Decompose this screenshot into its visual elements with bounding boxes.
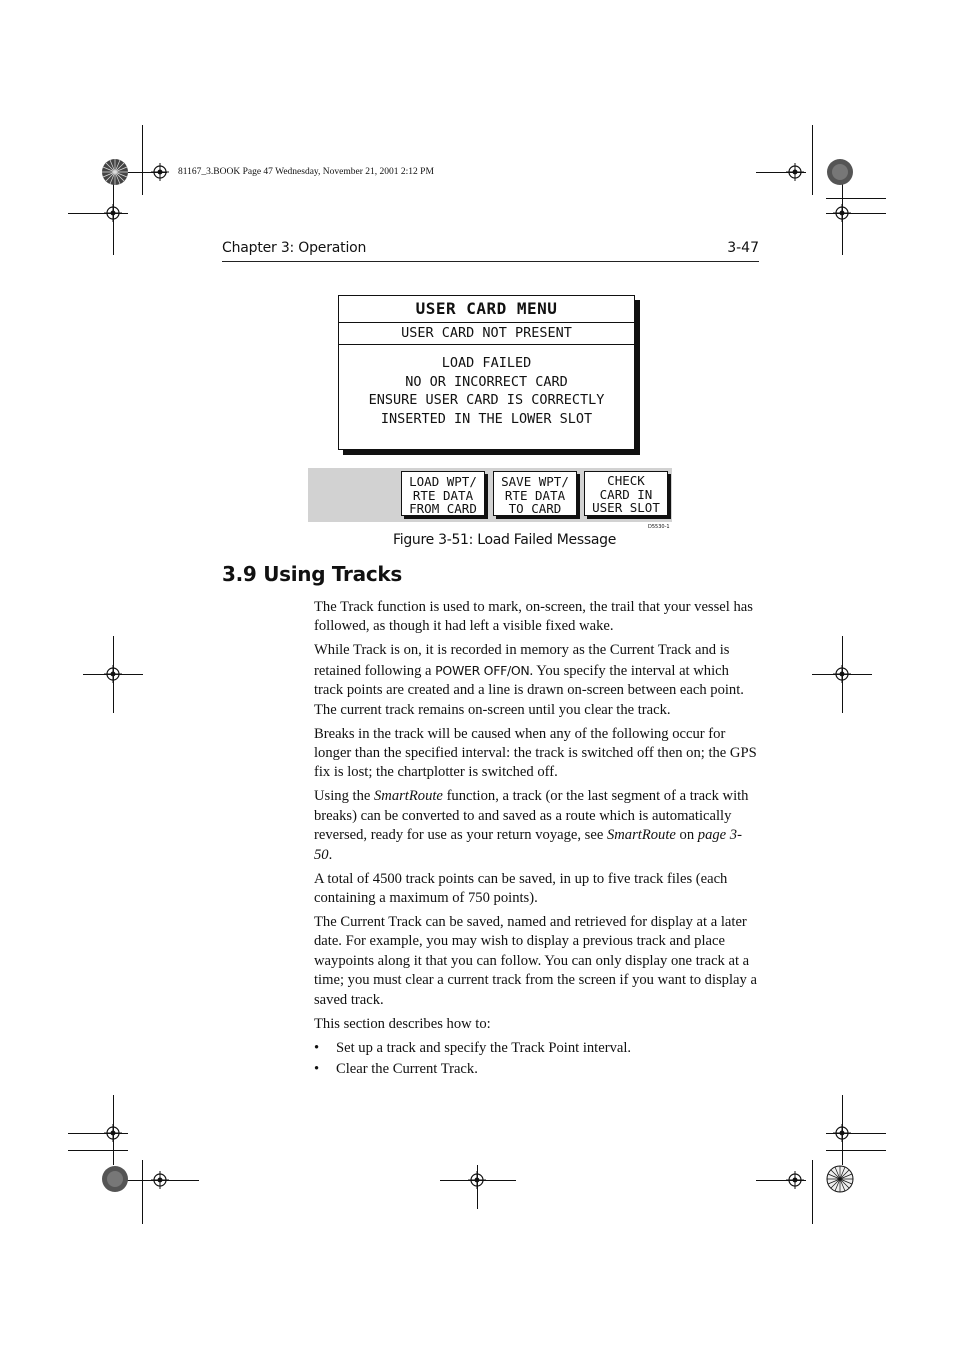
body-text xyxy=(314,598,759,1082)
cross-reference-link[interactable]: SmartRoute xyxy=(606,827,676,844)
figure-code: D5530-1 xyxy=(648,524,670,530)
message-line: INSERTED IN THE LOWER SLOT xyxy=(380,410,593,427)
softkey-strip xyxy=(308,468,672,522)
softkey-load-wpt-rte[interactable]: LOAD WPT/ RTE DATA FROM CARD xyxy=(401,471,485,516)
registration-target-icon xyxy=(104,665,122,683)
registration-target-icon xyxy=(104,204,122,222)
registration-target-icon xyxy=(833,204,851,222)
page-reference-link[interactable]: page 3-50 xyxy=(314,827,742,863)
message-line: ENSURE USER CARD IS CORRECTLY xyxy=(368,392,605,408)
figure-caption: Figure 3-51: Load Failed Message xyxy=(393,532,617,548)
paragraph: Breaks in the track will be caused when any of the following occur for longer than the specified interval: the track is switched off then on; the GPS fix is lost; the chartplotter is switched off. xyxy=(314,725,757,781)
softkey-save-wpt-rte[interactable]: SAVE WPT/ RTE DATA TO CARD xyxy=(493,471,577,516)
bullet-list xyxy=(314,1039,759,1080)
message-line: NO OR INCORRECT CARD xyxy=(405,373,568,390)
registration-target-icon xyxy=(151,1171,169,1189)
bullet: • xyxy=(314,1039,320,1056)
running-header-chapter: Chapter 3: Operation xyxy=(222,240,367,256)
registration-target-icon xyxy=(104,1124,122,1142)
page-number: 3-47 xyxy=(727,240,759,256)
registration-target-icon xyxy=(833,1124,851,1142)
bullet: • xyxy=(314,1061,320,1078)
message-line: LOAD FAILED xyxy=(441,355,532,371)
registration-target-icon xyxy=(468,1171,486,1189)
menu-message xyxy=(339,354,634,428)
paragraph: The Track function is used to mark, on-screen, the trail that your vessel has followed, as though it had left a visible fixed wake. xyxy=(314,599,753,635)
user-card-menu-screen xyxy=(338,295,635,450)
color-register-disc-icon xyxy=(826,158,854,186)
registration-target-icon xyxy=(786,1171,804,1189)
paragraph: The Current Track can be saved, named and retrieved for display at a later date. For example, you may wish to display a previous track and place waypoints along it that you can follow. You can only display one track at a time; you must clear a current track from the screen if you want to display a saved track. xyxy=(314,914,757,1008)
key-name: POWER OFF/ON xyxy=(435,662,530,678)
section-title: 3.9 Using Tracks xyxy=(222,562,402,586)
menu-status: USER CARD NOT PRESENT xyxy=(339,322,634,345)
print-slug: 81167_3.BOOK Page 47 Wednesday, November 21, 2001 2:12 PM xyxy=(178,167,434,177)
registration-target-icon xyxy=(833,665,851,683)
color-register-disc-icon xyxy=(101,1165,129,1193)
registration-target-icon xyxy=(786,163,804,181)
paragraph: While Track is on, it is recorded in memory as the Current Track and is retained following a POWER OFF/ON. You specify the interval at which track points are created and a line is drawn on-screen between each point. The current track remains on-screen until you clear the track. xyxy=(314,642,744,718)
softkey-check-card[interactable]: CHECK CARD IN USER SLOT xyxy=(584,471,668,516)
header-rule xyxy=(222,261,759,262)
paragraph: A total of 4500 track points can be saved, in up to five track files (each containing a maximum of 750 points). xyxy=(314,870,728,907)
registration-target-icon xyxy=(151,163,169,181)
list-item: • Set up a track and specify the Track Point interval. xyxy=(314,1039,759,1058)
menu-title: USER CARD MENU xyxy=(339,296,634,323)
starburst-register-icon xyxy=(101,158,129,186)
paragraph: This section describes how to: xyxy=(314,1015,491,1032)
list-item: • Clear the Current Track. xyxy=(314,1060,759,1079)
starburst-register-icon xyxy=(826,1165,854,1193)
paragraph: Using the SmartRoute function, a track (or the last segment of a track with breaks) can be converted to and saved as a route which is automatically reversed, ready for use as your return voyage, see SmartRoute on page 3-50. xyxy=(314,788,749,863)
